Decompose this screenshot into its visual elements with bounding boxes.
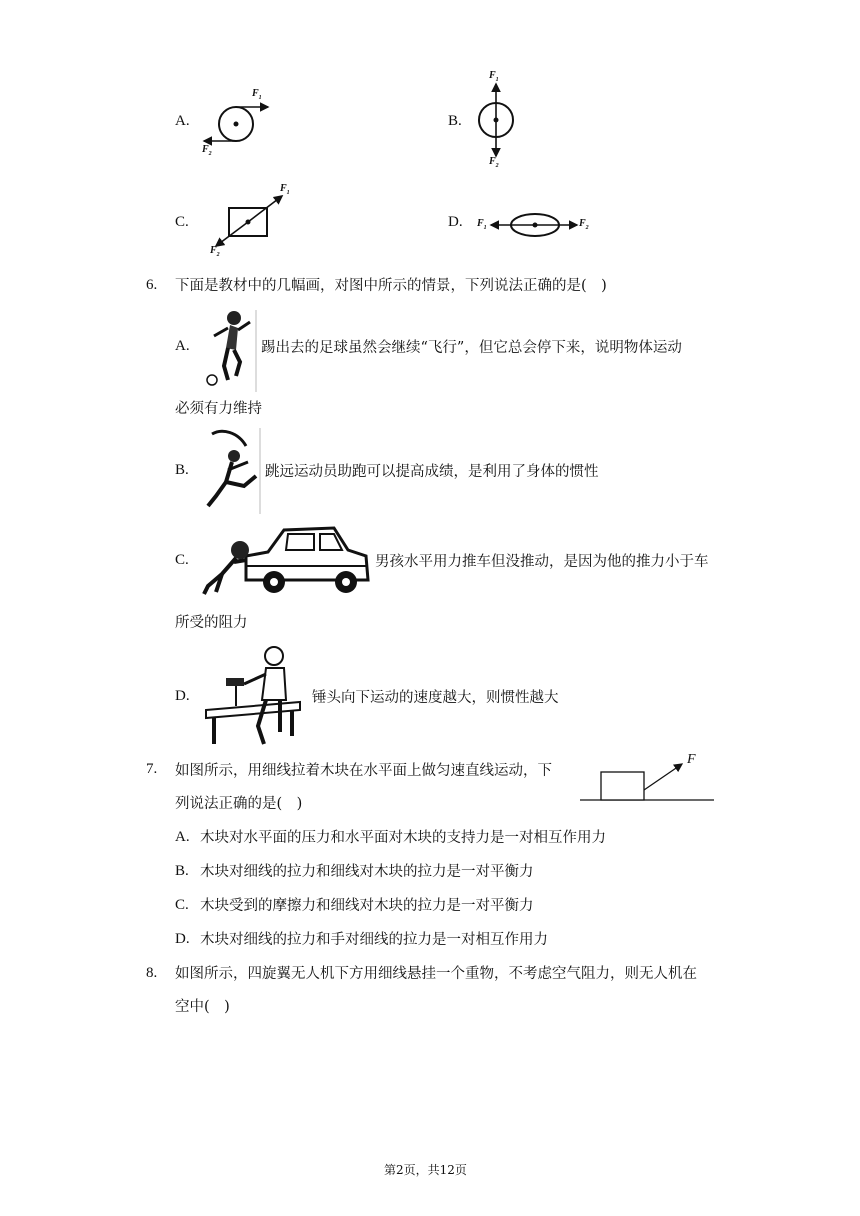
page-footer: 第2页，共12页: [384, 1163, 467, 1177]
force-label-f1: $F_1$: [477, 218, 487, 231]
question-stem-cont: 空中( ): [175, 999, 230, 1015]
boy-kicking-ball-image: [198, 306, 260, 392]
q6-option-d-label: D.: [175, 688, 190, 704]
q6-option-a-text-cont: 必须有力维持: [175, 401, 262, 417]
force-label-f2: $F_2$: [210, 245, 220, 258]
man-with-hammer-image: [200, 640, 310, 750]
q5-figure-d: [474, 210, 590, 240]
force-label-f2: $F_2$: [202, 144, 212, 157]
q7-option-d-text: 木块对细线的拉力和手对细线的拉力是一对相互作用力: [200, 932, 548, 948]
question-stem: 下面是教材中的几幅画，对图中所示的情景，下列说法正确的是( ): [175, 278, 607, 294]
q7-option-b-text: 木块对细线的拉力和细线对木块的拉力是一对平衡力: [200, 864, 534, 880]
q6-option-c-label: C.: [175, 552, 189, 568]
q7-option-d-label: D.: [175, 931, 190, 947]
q6-option-a-text: 踢出去的足球虽然会继续“飞行”，但它总会停下来，说明物体运动: [261, 340, 682, 356]
q5-figure-b: [472, 70, 522, 170]
q7-option-c-label: C.: [175, 897, 189, 913]
force-label-f1: $F_1$: [489, 70, 499, 83]
question-number: 7.: [146, 761, 158, 777]
q5-option-b-label: B.: [448, 113, 462, 129]
q6-option-d-text: 锤头向下运动的速度越大，则惯性越大: [312, 690, 559, 706]
q7-option-a-text: 木块对水平面的压力和水平面对木块的支持力是一对相互作用力: [200, 830, 606, 846]
q6-option-b-text: 跳远运动员助跑可以提高成绩，是利用了身体的惯性: [265, 464, 599, 480]
q6-option-c-text: 男孩水平用力推车但没推动，是因为他的推力小于车: [375, 554, 709, 570]
q5-option-d-label: D.: [448, 214, 463, 230]
question-stem-cont: 列说法正确的是( ): [175, 796, 303, 812]
long-jumper-image: [198, 426, 264, 514]
q5-figure-c: [200, 183, 300, 261]
q5-option-a-label: A.: [175, 113, 190, 129]
q5-figure-a: [196, 88, 276, 160]
q7-option-b-label: B.: [175, 863, 189, 879]
question-number: 8.: [146, 965, 158, 981]
block-string-figure: [580, 752, 716, 804]
force-label-f: F: [687, 752, 696, 767]
q7-option-a-label: A.: [175, 829, 190, 845]
force-label-f1: $F_1$: [280, 183, 290, 196]
q6-option-b-label: B.: [175, 462, 189, 478]
force-label-f1: $F_1$: [252, 88, 262, 101]
q6-option-c-text-cont: 所受的阻力: [175, 615, 248, 631]
q6-option-a-label: A.: [175, 338, 190, 354]
force-label-f2: $F_2$: [579, 218, 589, 231]
question-stem: 如图所示，用细线拉着木块在水平面上做匀速直线运动，下: [175, 763, 552, 779]
q7-option-c-text: 木块受到的摩擦力和细线对木块的拉力是一对平衡力: [200, 898, 534, 914]
q5-option-c-label: C.: [175, 214, 189, 230]
force-label-f2: $F_2$: [489, 156, 499, 169]
question-stem: 如图所示，四旋翼无人机下方用细线悬挂一个重物，不考虑空气阻力，则无人机在: [175, 966, 697, 982]
boy-pushing-car-image: [198, 522, 374, 600]
question-number: 6.: [146, 277, 158, 293]
